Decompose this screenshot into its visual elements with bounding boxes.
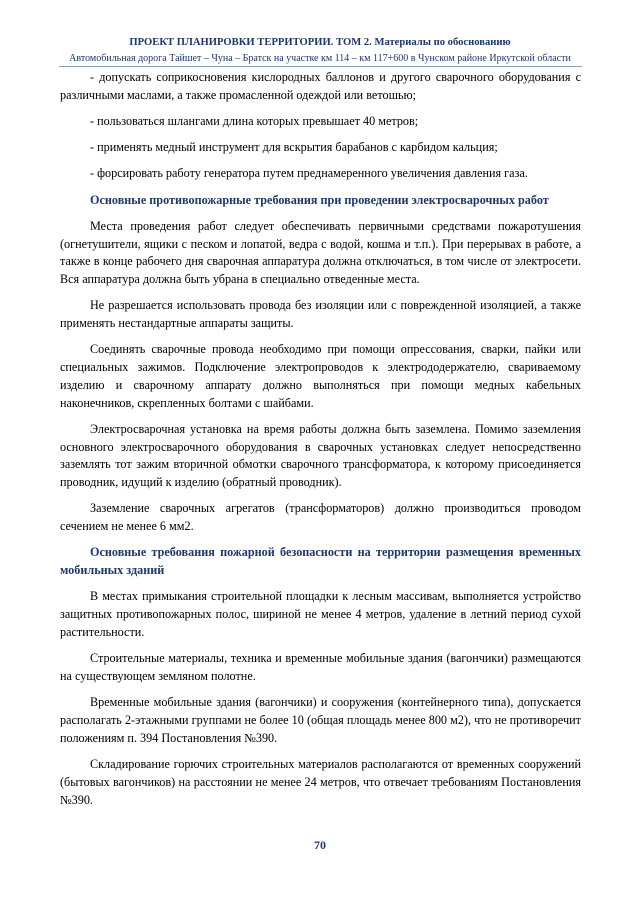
paragraph-grounding: Электросварочная установка на время работы должна быть заземлена. Помимо заземления основного электросварочного оборудования в сварочных установках следует непосредственно заземлять тот зажим вторичной обмотки сварочного трансформатора, к которому присоединяется проводник, идущий к изделию (обратный проводник). <box>60 421 581 490</box>
document-body <box>60 69 581 818</box>
paragraph-wire-connection: Соединять сварочные провода необходимо при помощи опрессования, сварки, пайки или специальных зажимов. Подключение электропроводов к электрододержателю, свариваемому изделию и сварочному аппарату должно выполняться при помощи медных кабельных наконечников, скрепленных болтами с шайбами. <box>60 342 581 410</box>
header-divider <box>59 66 582 67</box>
header-title: ПРОЕКТ ПЛАНИРОВКИ ТЕРРИТОРИИ. ТОМ 2. Материалы по обоснованию <box>129 37 511 48</box>
section-heading-electric-welding: Основные противопожарные требования при проведении электросварочных работ <box>90 192 549 207</box>
paragraph-firebreaks: В местах примыкания строительной площадки к лесным массивам, выполняется устройство защитных противопожарных полос, шириной не менее 4 метров, удаление в летний период сухой растительности. <box>60 589 581 640</box>
paragraph-generator-pressure: - форсировать работу генератора путем преднамеренного увеличения давления газа. <box>90 166 528 181</box>
section-heading-mobile-buildings: Основные требования пожарной безопасности на территории размещения временных мобильных зданий <box>60 545 581 578</box>
paragraph-placement: Строительные материалы, техника и временные мобильные здания (вагончики) размещаются на существующем земляном полотне. <box>60 651 581 683</box>
paragraph-copper-tool: - применять медный инструмент для вскрытия барабанов с карбидом кальция; <box>90 140 498 155</box>
header-subtitle: Автомобильная дорога Тайшет – Чуна – Братск на участке км 114 – км 117+600 в Чунском районе Иркутской области <box>69 53 571 64</box>
paragraph-grounding-wire: Заземление сварочных агрегатов (трансформаторов) должно производиться проводом сечением не менее 6 мм2. <box>60 501 581 534</box>
paragraph-hose-length: - пользоваться шлангами длина которых превышает 40 метров; <box>90 113 419 128</box>
paragraph-oil-contact: - допускать соприкосновения кислородных баллонов и другого сварочного оборудования с различными маслами, а также промасленной одеждой или ветошью; <box>60 70 581 102</box>
paragraph-insulation: Не разрешается использовать провода без изоляции или с поврежденной изоляцией, а также применять нестандартные аппараты защиты. <box>60 298 581 331</box>
paragraph-building-groups: Временные мобильные здания (вагончики) и сооружения (контейнерного типа), допускается располагать 2-этажными группами не более 10 (общая площадь менее 800 м2), что не противоречит положениям п. 394 Постановления №390. <box>60 695 581 745</box>
paragraph-fire-extinguishing: Места проведения работ следует обеспечивать первичными средствами пожаротушения (огнетушители, ящики с песком и лопатой, ведра с водой, кошма и т.п.). При перерывах в работе, а также в конце рабочего дня сварочная аппаратура должна отключаться, в том числе от электросети. Вся аппаратура должна быть убрана в специально отведенные места. <box>60 218 581 287</box>
page-number: 70 <box>314 838 326 852</box>
paragraph-material-storage: Складирование горючих строительных материалов располагаются от временных сооружений (бытовых вагончиков) на расстоянии не менее 24 метров, что отвечает требованиям Постановления №390. <box>60 756 581 807</box>
